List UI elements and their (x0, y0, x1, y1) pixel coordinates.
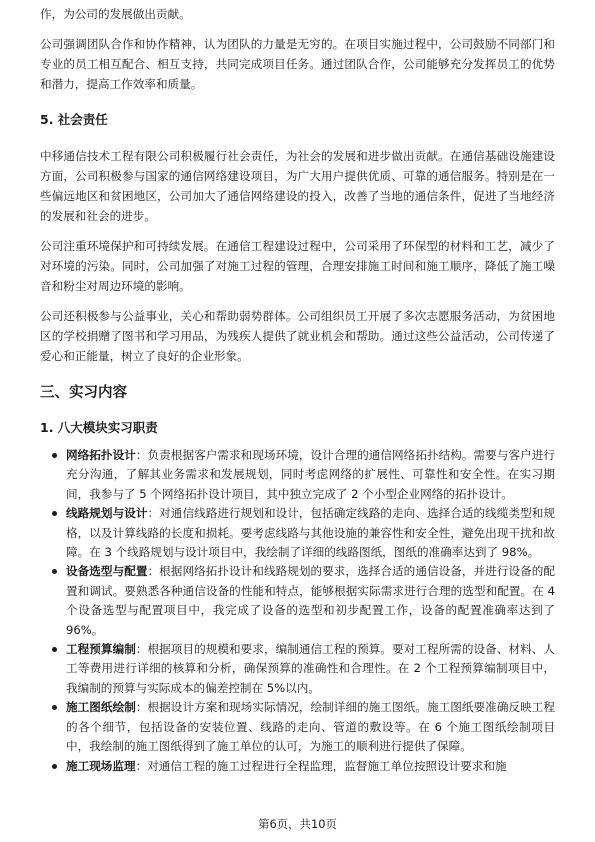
item-term: 施工图纸绘制 (66, 700, 136, 715)
list-item (40, 446, 555, 504)
bullet-icon (52, 764, 57, 769)
list-item (40, 640, 555, 698)
item-term: 施工现场监理 (66, 758, 136, 773)
item-text: ：根据网络拓扑设计和线路规划的要求，选择合适的通信设备，并进行设备的配置和调试。要熟悉各种通信设备的性能和特点，能够根据实际需求进行合理的选型和配置。在 4 个设备选型与配置项目中，我完成了设备的选型和初步配置工作，设备的配置准确率达到了 96%。 (66, 564, 555, 637)
chapter3-heading: 三、实习内容 (40, 385, 127, 401)
item-text: ：根据项目的规模和要求，编制通信工程的预算。要对工程所需的设备、材料、人工等费用进行详细的核算和分析，确保预算的准确性和合理性。在 2 个工程预算编制项目中，我编制的预算与实际成本的偏差控制在 5%以内。 (66, 642, 555, 695)
bullet-icon (52, 453, 57, 458)
section5-heading: 5. 社会责任 (40, 112, 108, 127)
list-item (40, 562, 555, 640)
list-item (40, 698, 555, 756)
bullet-icon (52, 647, 57, 652)
team-paragraph: 公司强调团队合作和协作精神，认为团队的力量是无穷的。在项目实施过程中，公司鼓励不同部门和专业的员工相互配合、相互支持，共同完成项目任务。通过团队合作，公司能够充分发挥员工的优势和潜力，提高工作效率和质量。 (40, 37, 555, 91)
item-text: ：负责根据客户需求和现场环境，设计合理的通信网络拓扑结构。需要与客户进行充分沟通，了解其业务需求和发展规划，同时考虑网络的扩展性、可靠性和安全性。在实习期间，我参与了 5 个网络拓扑设计项目，其中独立完成了 2 个小型企业网络的拓扑设计。 (66, 448, 555, 501)
list-item (40, 757, 555, 776)
section5-paragraph-3: 公司还积极参与公益事业，关心和帮助弱势群体。公司组织员工开展了多次志愿服务活动，为贫困地区的学校捐赠了图书和学习用品，为残疾人提供了就业机会和帮助。通过这些公益活动，公司传递了爱心和正能量，树立了良好的企业形象。 (40, 309, 555, 363)
section5-paragraph-2: 公司注重环境保护和可持续发展。在通信工程建设过程中，公司采用了环保型的材料和工艺，减少了对环境的污染。同时，公司加强了对施工过程的管理，合理安排施工时间和施工顺序，降低了施工噪音和粉尘对周边环境的影响。 (40, 239, 555, 293)
top-paragraph: 作，为公司的发展做出贡献。 (40, 7, 191, 21)
page-footer: 第6页，共10页 (258, 817, 337, 831)
list-item (40, 504, 555, 562)
item-text: ：对通信线路进行规划和设计，包括确定线路的走向、选择合适的线缆类型和规格，以及计算线路的长度和损耗。要考虑线路与其他设施的兼容性和安全性，避免出现干扰和故障。在 3 个线路规划与设计项目中，我绘制了详细的线路图纸，图纸的准确率达到了 98%。 (66, 506, 555, 560)
document-page (40, 0, 555, 776)
bullet-icon (52, 569, 57, 574)
item-term: 工程预算编制 (66, 642, 136, 657)
chapter3-sub-heading: 1. 八大模块实习职责 (40, 420, 158, 435)
item-term: 设备选型与配置 (66, 564, 148, 579)
item-term: 线路规划与设计 (66, 506, 148, 521)
duties-list (40, 446, 555, 776)
item-text: ：根据设计方案和现场实际情况，绘制详细的施工图纸。施工图纸要准确反映工程的各个细节，包括设备的安装位置、线路的走向、管道的敷设等。在 6 个施工图纸绘制项目中，我绘制的施工图纸得到了施工单位的认可，为施工的顺利进行提供了保障。 (66, 700, 555, 754)
bullet-icon (52, 511, 57, 516)
item-text: ：对通信工程的施工过程进行全程监理，监督施工单位按照设计要求和施 (135, 758, 507, 773)
bullet-icon (52, 705, 57, 710)
item-term: 网络拓扑设计 (66, 448, 136, 462)
section5-paragraph-1: 中移通信技术工程有限公司积极履行社会责任，为社会的发展和进步做出贡献。在通信基础设施建设方面，公司积极参与国家的通信网络建设项目，为广大用户提供优质、可靠的通信服务。特别是在一些偏远地区和贫困地区，公司加大了通信网络建设的投入，改善了当地的通信条件，促进了当地经济的发展和社会的进步。 (40, 149, 555, 223)
